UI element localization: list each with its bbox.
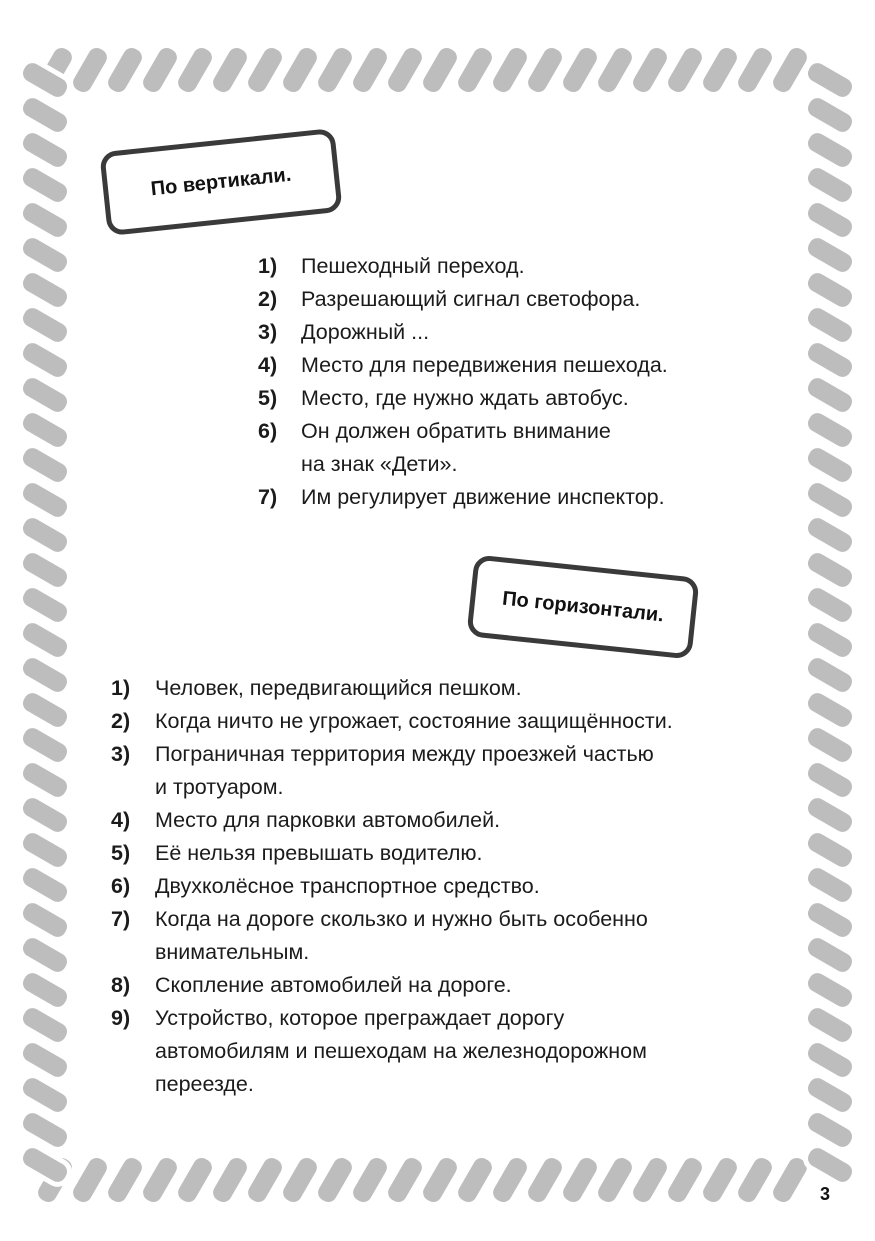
clue-text: Когда на дороге скользко и нужно быть особенно внимательным. [155,907,648,964]
clue-number: 2) [111,709,131,733]
clue-text: Пешеходный переход. [301,254,525,278]
clue-item [111,705,801,738]
clue-text: Скопление автомобилей на дороге. [155,973,512,997]
clue-text: Её нельзя превышать водителю. [155,841,483,865]
clue-number: 4) [258,353,278,377]
horizontal-clue-list [111,672,801,1101]
clue-text: Пограничная территория между проезжей частью и тротуаром. [155,742,654,799]
clue-text: Место, где нужно ждать автобус. [301,386,629,410]
clue-item [111,804,801,837]
clue-text: Разрешающий сигнал светофора. [301,287,641,311]
clue-number: 5) [111,841,131,865]
clue-number: 9) [111,1006,131,1030]
vertical-clue-list [258,250,778,514]
vertical-heading: По вертикали. [149,163,293,200]
clue-text: Он должен обратить внимание на знак «Дети». [301,419,611,476]
clue-item [258,250,778,283]
clue-number: 8) [111,973,131,997]
clue-number: 7) [258,485,278,509]
clue-number: 3) [258,320,278,344]
clue-number: 1) [258,254,278,278]
clue-item [258,349,778,382]
clue-item [258,415,778,481]
clue-number: 5) [258,386,278,410]
clue-item [111,1002,801,1101]
clue-item [111,969,801,1002]
clue-number: 6) [258,419,278,443]
clue-text: Им регулирует движение инспектор. [301,485,665,509]
clue-item [111,837,801,870]
clue-number: 1) [111,676,131,700]
clue-text: Когда ничто не угрожает, состояние защищённости. [155,709,673,733]
clue-item [258,481,778,514]
clue-text: Дорожный ... [301,320,430,344]
clue-text: Устройство, которое преграждает дорогу автомобилям и пешеходам на железнодорожном переезде. [155,1006,647,1096]
clue-text: Место для парковки автомобилей. [155,808,501,832]
clue-item [258,382,778,415]
clue-number: 3) [111,742,131,766]
clue-text: Двухколёсное транспортное средство. [155,874,540,898]
clue-item [258,316,778,349]
clue-item [111,738,801,804]
clue-number: 2) [258,287,278,311]
clue-number: 4) [111,808,131,832]
clue-item [111,903,801,969]
clue-text: Место для передвижения пешехода. [301,353,668,377]
page-number: 3 [820,1184,831,1204]
clue-item [111,672,801,705]
clue-number: 6) [111,874,131,898]
horizontal-heading: По горизонтали. [501,587,665,626]
clue-number: 7) [111,907,131,931]
clue-item [258,283,778,316]
clue-text: Человек, передвигающийся пешком. [155,676,522,700]
clue-item [111,870,801,903]
